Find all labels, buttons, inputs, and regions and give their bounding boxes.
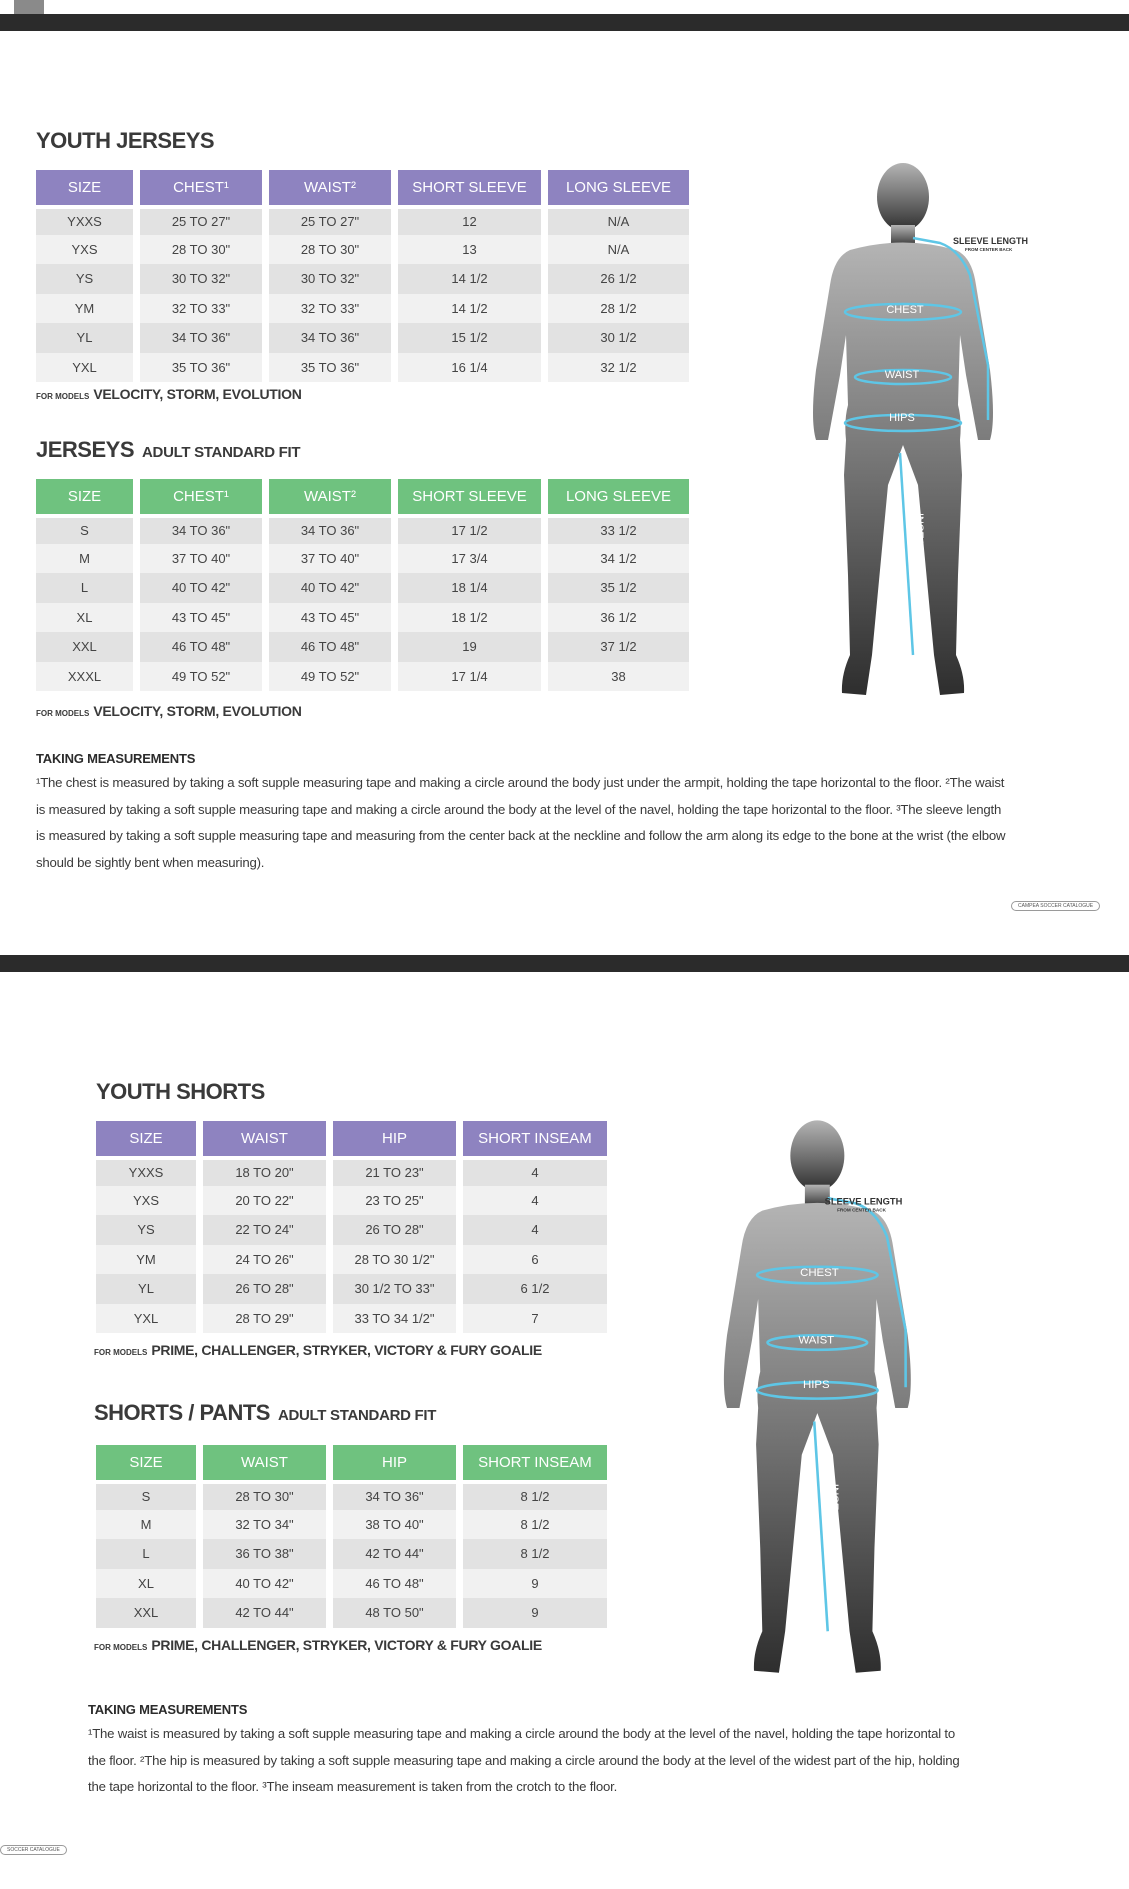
jerseys-table: [29, 479, 696, 691]
models-list: PRIME, CHALLENGER, STRYKER, VICTORY & FURY GOALIE: [151, 1342, 542, 1358]
table-cell: XL: [96, 1569, 196, 1599]
table-cell: 40 TO 42": [203, 1569, 326, 1599]
sleeve-length-label: SLEEVE LENGTH: [953, 236, 1029, 246]
table-cell: M: [96, 1510, 196, 1540]
table-cell: 46 TO 48": [333, 1569, 456, 1599]
table-cell: 6: [463, 1245, 607, 1275]
shorts-pants-title-text: SHORTS / PANTS: [94, 1400, 270, 1425]
youth-shorts-table: [89, 1121, 614, 1333]
table-cell: 38 TO 40": [333, 1510, 456, 1540]
table-cell: 32 1/2: [548, 353, 689, 383]
table-cell: 21 TO 23": [333, 1156, 456, 1186]
column-header: HIP: [333, 1445, 456, 1480]
table-cell: 24 TO 26": [203, 1245, 326, 1275]
table-cell: 4: [463, 1156, 607, 1186]
table-cell: YXXS: [96, 1156, 196, 1186]
table-cell: 28 TO 29": [203, 1304, 326, 1334]
table-cell: 30 TO 32": [269, 264, 391, 294]
column-header: WAIST²: [269, 479, 391, 514]
table-cell: 36 1/2: [548, 603, 689, 633]
table-cell: S: [96, 1480, 196, 1510]
table-cell: 28 TO 30": [269, 235, 391, 265]
models-prefix: FOR MODELS: [94, 1348, 148, 1357]
column-header: SIZE: [36, 479, 133, 514]
inseam-label: INSEAM: [827, 1483, 840, 1528]
table-cell: 38: [548, 662, 689, 692]
youth-shorts-title: YOUTH SHORTS: [96, 1079, 265, 1104]
table-cell: YS: [96, 1215, 196, 1245]
sleeve-length-label: SLEEVE LENGTH: [824, 1196, 903, 1207]
page-top-bar: [0, 955, 1129, 972]
table-cell: YL: [36, 323, 133, 353]
table-row: [96, 1245, 607, 1275]
table-cell: N/A: [548, 235, 689, 265]
jerseys-title-text: JERSEYS: [36, 437, 134, 462]
table-cell: 42 TO 44": [333, 1539, 456, 1569]
table-cell: 37 1/2: [548, 632, 689, 662]
table-cell: 22 TO 24": [203, 1215, 326, 1245]
table-row: [36, 662, 689, 692]
table-cell: 16 1/4: [398, 353, 541, 383]
page-top-bar: [0, 14, 1129, 31]
youth-jerseys-title: YOUTH JERSEYS: [36, 128, 215, 153]
hips-label: HIPS: [889, 412, 915, 424]
table-cell: 34 TO 36": [140, 514, 262, 544]
table-header-row: [96, 1121, 607, 1156]
table-cell: 18 TO 20": [203, 1156, 326, 1186]
table-cell: 33 TO 34 1/2": [333, 1304, 456, 1334]
shorts-pants-title: [94, 1400, 436, 1426]
table-cell: 17 3/4: [398, 544, 541, 574]
table-row: [36, 544, 689, 574]
catalogue-tag-2: SOCCER CATALOGUE: [0, 1845, 67, 1855]
column-header: WAIST: [203, 1445, 326, 1480]
waist-label: WAIST: [884, 369, 920, 381]
shorts-pants-models: [94, 1637, 542, 1653]
column-header: LONG SLEEVE: [548, 479, 689, 514]
table-cell: YM: [96, 1245, 196, 1275]
measurement-line: the floor. ²The hip is measured by taking a soft supple measuring tape and making a circle around the body at the level of the widest part of the hip, holding: [88, 1752, 960, 1768]
table-cell: 34 TO 36": [269, 323, 391, 353]
table-row: [96, 1156, 607, 1186]
table-cell: 17 1/4: [398, 662, 541, 692]
table-cell: 25 TO 27": [140, 205, 262, 235]
table-row: [36, 353, 689, 383]
models-prefix: FOR MODELS: [94, 1643, 148, 1652]
table-cell: 32 TO 33": [140, 294, 262, 324]
table-row: [96, 1598, 607, 1628]
chest-label: CHEST: [800, 1267, 839, 1280]
table-cell: XXL: [96, 1598, 196, 1628]
table-cell: 49 TO 52": [140, 662, 262, 692]
table-cell: 40 TO 42": [140, 573, 262, 603]
column-header: WAIST²: [269, 170, 391, 205]
measurement-line: is measured by taking a soft supple measuring tape and measuring from the center back at the neckline and follow the arm along its edge to the bone at the wrist (the elbow: [36, 828, 1006, 843]
table-cell: 48 TO 50": [333, 1598, 456, 1628]
table-body: [96, 1480, 607, 1628]
table-cell: 18 1/4: [398, 573, 541, 603]
table-cell: N/A: [548, 205, 689, 235]
table-row: [96, 1480, 607, 1510]
waist-label: WAIST: [798, 1334, 835, 1347]
measurements-heading-2: TAKING MEASUREMENTS: [88, 1702, 248, 1717]
models-list: PRIME, CHALLENGER, STRYKER, VICTORY & FURY GOALIE: [151, 1637, 542, 1653]
measurements-text-1: [36, 770, 1096, 876]
table-row: [96, 1510, 607, 1540]
table-row: [36, 514, 689, 544]
column-header: SIZE: [96, 1121, 196, 1156]
table-cell: YM: [36, 294, 133, 324]
table-cell: XL: [36, 603, 133, 633]
table-cell: 34 TO 36": [269, 514, 391, 544]
column-header: SIZE: [36, 170, 133, 205]
table-cell: 34 TO 36": [333, 1480, 456, 1510]
table-cell: S: [36, 514, 133, 544]
table-cell: YXL: [96, 1304, 196, 1334]
table-cell: 43 TO 45": [269, 603, 391, 633]
models-list: VELOCITY, STORM, EVOLUTION: [93, 386, 302, 402]
hips-label: HIPS: [802, 1379, 830, 1392]
inseam-label: INSEAM: [913, 513, 925, 556]
table-cell: 28 TO 30 1/2": [333, 1245, 456, 1275]
table-body: [36, 514, 689, 691]
table-cell: L: [96, 1539, 196, 1569]
table-row: [96, 1274, 607, 1304]
column-header: CHEST¹: [140, 479, 262, 514]
table-cell: 15 1/2: [398, 323, 541, 353]
measurement-line: should be sightly bent when measuring).: [36, 854, 265, 870]
table-row: [96, 1304, 607, 1334]
table-cell: 12: [398, 205, 541, 235]
corner-tab: [14, 0, 44, 14]
body-measurement-figure: [790, 155, 1050, 700]
table-cell: 26 1/2: [548, 264, 689, 294]
table-cell: 36 TO 38": [203, 1539, 326, 1569]
table-cell: 13: [398, 235, 541, 265]
table-cell: 6 1/2: [463, 1274, 607, 1304]
column-header: SHORT SLEEVE: [398, 479, 541, 514]
table-cell: 9: [463, 1569, 607, 1599]
table-cell: L: [36, 573, 133, 603]
table-row: [36, 264, 689, 294]
table-cell: 14 1/2: [398, 264, 541, 294]
table-cell: YXS: [96, 1186, 196, 1216]
table-row: [36, 573, 689, 603]
table-cell: 30 TO 32": [140, 264, 262, 294]
table-cell: 37 TO 40": [140, 544, 262, 574]
table-cell: 34 TO 36": [140, 323, 262, 353]
table-row: [36, 205, 689, 235]
table-cell: YXS: [36, 235, 133, 265]
table-cell: 8 1/2: [463, 1480, 607, 1510]
table-row: [36, 235, 689, 265]
table-cell: 20 TO 22": [203, 1186, 326, 1216]
table-row: [36, 603, 689, 633]
table-cell: YXL: [36, 353, 133, 383]
table-cell: 37 TO 40": [269, 544, 391, 574]
sleeve-length-sublabel: FROM CENTER BACK: [965, 247, 1013, 252]
table-cell: 32 TO 34": [203, 1510, 326, 1540]
jerseys-subtitle: ADULT STANDARD FIT: [142, 444, 301, 461]
table-cell: 14 1/2: [398, 294, 541, 324]
column-header: WAIST: [203, 1121, 326, 1156]
table-cell: YXXS: [36, 205, 133, 235]
table-cell: 28 1/2: [548, 294, 689, 324]
table-cell: 40 TO 42": [269, 573, 391, 603]
table-cell: 28 TO 30": [203, 1480, 326, 1510]
table-cell: 42 TO 44": [203, 1598, 326, 1628]
table-cell: 30 1/2: [548, 323, 689, 353]
jerseys-models: [36, 703, 302, 719]
table-cell: XXL: [36, 632, 133, 662]
table-row: [36, 323, 689, 353]
table-cell: 4: [463, 1215, 607, 1245]
measurements-heading-1: TAKING MEASUREMENTS: [36, 751, 196, 766]
table-row: [36, 632, 689, 662]
table-header-row: [36, 479, 689, 514]
shorts-pants-subtitle: ADULT STANDARD FIT: [277, 1407, 437, 1424]
table-cell: 25 TO 27": [269, 205, 391, 235]
table-row: [96, 1569, 607, 1599]
table-cell: 43 TO 45": [140, 603, 262, 633]
measurement-line: is measured by taking a soft supple measuring tape and making a circle around the body at the level of the navel, holding the tape horizontal to the floor. ³The sleeve length: [36, 801, 1002, 817]
models-prefix: FOR MODELS: [36, 709, 90, 718]
inseam-line: [814, 1421, 828, 1631]
table-cell: 9: [463, 1598, 607, 1628]
table-cell: 35 TO 36": [140, 353, 262, 383]
models-list: VELOCITY, STORM, EVOLUTION: [93, 703, 302, 719]
column-header: SHORT SLEEVE: [398, 170, 541, 205]
shorts-pants-table: [89, 1445, 614, 1628]
measurement-line: ¹The chest is measured by taking a soft supple measuring tape and making a circle around the body just under the armpit, holding the tape horizontal to the floor. ²The waist: [36, 775, 1005, 790]
catalogue-tag-1: CAMPEA SOCCER CATALOGUE: [1011, 901, 1100, 911]
table-body: [36, 205, 689, 382]
column-header: CHEST¹: [140, 170, 262, 205]
table-row: [96, 1539, 607, 1569]
table-cell: YS: [36, 264, 133, 294]
table-cell: 46 TO 48": [140, 632, 262, 662]
table-body: [96, 1156, 607, 1333]
youth-shorts-models: [94, 1342, 542, 1358]
column-header: SIZE: [96, 1445, 196, 1480]
table-cell: 19: [398, 632, 541, 662]
column-header: HIP: [333, 1121, 456, 1156]
table-cell: 35 1/2: [548, 573, 689, 603]
measurement-line: the tape horizontal to the floor. ³The inseam measurement is taken from the crotch to the floor.: [88, 1779, 618, 1794]
youth-jerseys-models: [36, 386, 302, 402]
table-cell: 7: [463, 1304, 607, 1334]
models-prefix: FOR MODELS: [36, 392, 90, 401]
table-header-row: [36, 170, 689, 205]
table-cell: 33 1/2: [548, 514, 689, 544]
column-header: SHORT INSEAM: [463, 1445, 607, 1480]
table-cell: 8 1/2: [463, 1539, 607, 1569]
table-row: [96, 1186, 607, 1216]
table-cell: 28 TO 30": [140, 235, 262, 265]
table-cell: 26 TO 28": [333, 1215, 456, 1245]
table-cell: 17 1/2: [398, 514, 541, 544]
table-cell: XXXL: [36, 662, 133, 692]
table-cell: 32 TO 33": [269, 294, 391, 324]
table-cell: 49 TO 52": [269, 662, 391, 692]
table-cell: 8 1/2: [463, 1510, 607, 1540]
table-cell: 46 TO 48": [269, 632, 391, 662]
table-cell: 30 1/2 TO 33": [333, 1274, 456, 1304]
table-cell: 23 TO 25": [333, 1186, 456, 1216]
table-cell: M: [36, 544, 133, 574]
table-row: [96, 1215, 607, 1245]
table-cell: 4: [463, 1186, 607, 1216]
table-cell: YL: [96, 1274, 196, 1304]
table-cell: 35 TO 36": [269, 353, 391, 383]
table-cell: 34 1/2: [548, 544, 689, 574]
measurement-line: ¹The waist is measured by taking a soft supple measuring tape and making a circle around the body at the level of the navel, holding the tape horizontal to: [88, 1726, 956, 1741]
table-cell: 26 TO 28": [203, 1274, 326, 1304]
body-measurement-figure: [700, 1105, 970, 1685]
table-row: [36, 294, 689, 324]
table-header-row: [96, 1445, 607, 1480]
sleeve-length-sublabel: FROM CENTER BACK: [837, 1207, 886, 1213]
column-header: SHORT INSEAM: [463, 1121, 607, 1156]
table-cell: 18 1/2: [398, 603, 541, 633]
column-header: LONG SLEEVE: [548, 170, 689, 205]
youth-jerseys-table: [29, 170, 696, 382]
chest-label: CHEST: [886, 304, 924, 316]
inseam-line: [900, 453, 913, 655]
jerseys-title: [36, 437, 300, 463]
measurements-text-2: [88, 1721, 1108, 1801]
